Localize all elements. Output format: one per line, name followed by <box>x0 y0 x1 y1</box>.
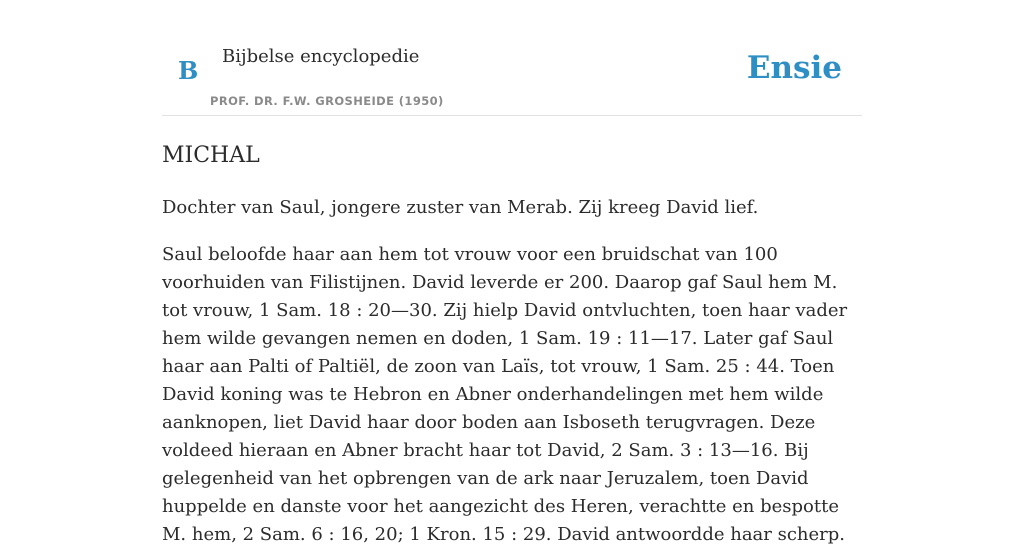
book-author: PROF. DR. F.W. GROSHEIDE (1950) <box>210 94 444 108</box>
book-title[interactable]: Bijbelse encyclopedie <box>222 46 420 67</box>
page <box>162 0 862 549</box>
brand-logo[interactable]: Ensie <box>746 50 842 86</box>
entry-paragraph: Saul beloofde haar aan hem tot vrouw voor een bruidschat van 100 voorhuiden van Filistijnen. David leverde er 200. Daarop gaf Saul hem M. tot vrouw, 1 Sam. 18 : 20—30. Zij hielp David ontvluchten, toen haar vader hem wilde gevangen nemen en doden, 1 Sam. 19 : 11—17. Later gaf Saul haar aan Palti of Paltiël, de zoon van Laïs, tot vrouw, 1 Sam. 25 : 44. Toen David koning was te Hebron en Abner onderhandelingen met hem wilde aanknopen, liet David haar door boden aan Isboseth terugvragen. Deze voldeed hieraan en Abner bracht haar tot David, 2 Sam. 3 : 13—16. Bij gelegenheid van het opbrengen van de ark naar Jeruzalem, toen David huppelde en danste voor het aangezicht des Heren, verachtte en bespotte M. hem, 2 Sam. 6 : 16, 20; 1 Kron. 15 : 29. David antwoordde haar scherp. <box>162 244 848 545</box>
book-logo[interactable]: B <box>178 56 199 85</box>
entry-paragraph: Dochter van Saul, jongere zuster van Merab. Zij kreeg David lief. <box>162 197 759 218</box>
entry-title: MICHAL <box>162 143 260 168</box>
site-header <box>162 0 862 116</box>
